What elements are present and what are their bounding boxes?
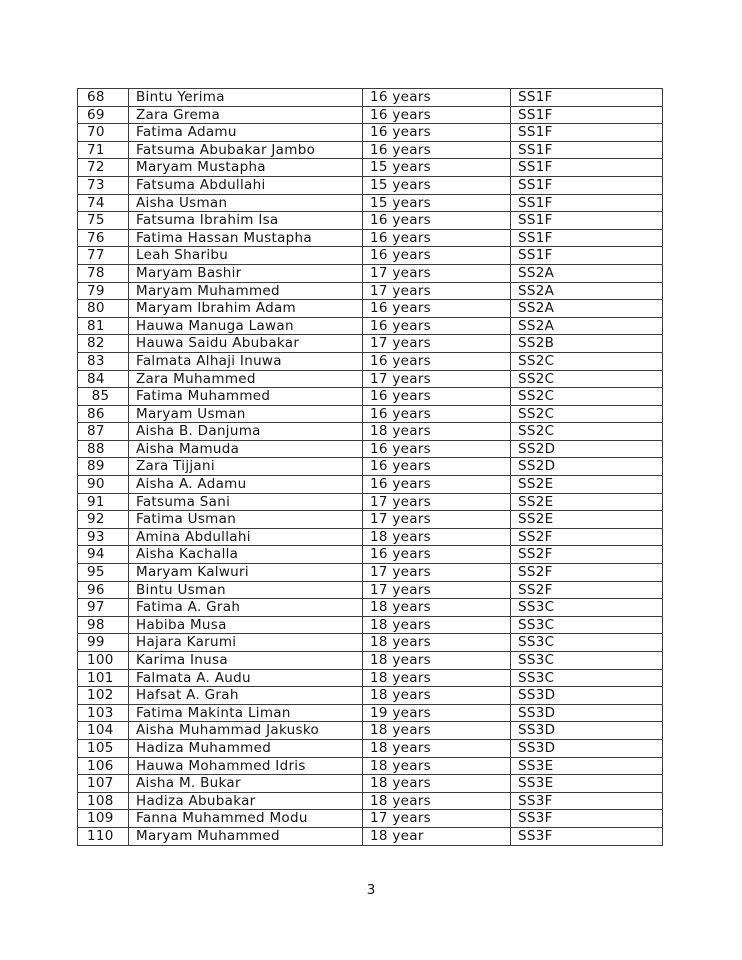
student-name-cell: Fanna Muhammed Modu (129, 810, 363, 828)
serial-number-cell: 79 (78, 282, 129, 300)
table-row (78, 704, 663, 722)
age-cell: 16 years (363, 476, 511, 494)
class-cell: SS2A (511, 317, 663, 335)
age-cell: 16 years (363, 124, 511, 142)
age-cell: 18 years (363, 652, 511, 670)
class-cell: SS2F (511, 581, 663, 599)
table-row (78, 370, 663, 388)
table-row (78, 599, 663, 617)
age-cell: 17 years (363, 810, 511, 828)
serial-number-cell: 74 (78, 194, 129, 212)
student-name-cell: Hajara Karumi (129, 634, 363, 652)
class-cell: SS3C (511, 599, 663, 617)
table-row (78, 687, 663, 705)
class-cell: SS3D (511, 739, 663, 757)
class-cell: SS2D (511, 440, 663, 458)
serial-number-cell: 73 (78, 176, 129, 194)
table-row (78, 194, 663, 212)
student-name-cell: Maryam Ibrahim Adam (129, 300, 363, 318)
student-name-cell: Fatsuma Sani (129, 493, 363, 511)
serial-number-cell: 72 (78, 159, 129, 177)
table-row (78, 739, 663, 757)
class-cell: SS2E (511, 476, 663, 494)
age-cell: 18 years (363, 687, 511, 705)
serial-number-cell: 106 (78, 757, 129, 775)
serial-number-cell: 91 (78, 493, 129, 511)
age-cell: 17 years (363, 581, 511, 599)
serial-number-cell: 102 (78, 687, 129, 705)
age-cell: 18 years (363, 722, 511, 740)
serial-number-cell: 68 (78, 89, 129, 107)
age-cell: 16 years (363, 388, 511, 406)
serial-number-cell: 69 (78, 106, 129, 124)
serial-number-cell: 75 (78, 212, 129, 230)
age-cell: 17 years (363, 564, 511, 582)
class-cell: SS2A (511, 264, 663, 282)
class-cell: SS1F (511, 124, 663, 142)
age-cell: 15 years (363, 159, 511, 177)
age-cell: 16 years (363, 141, 511, 159)
class-cell: SS2E (511, 511, 663, 529)
student-name-cell: Fatima Makinta Liman (129, 704, 363, 722)
class-cell: SS3C (511, 652, 663, 670)
class-cell: SS1F (511, 229, 663, 247)
class-cell: SS2F (511, 564, 663, 582)
table-row (78, 792, 663, 810)
student-name-cell: Maryam Usman (129, 405, 363, 423)
student-name-cell: Leah Sharibu (129, 247, 363, 265)
age-cell: 18 year (363, 827, 511, 845)
student-name-cell: Maryam Bashir (129, 264, 363, 282)
class-cell: SS3F (511, 810, 663, 828)
serial-number-cell: 77 (78, 247, 129, 265)
serial-number-cell: 107 (78, 775, 129, 793)
table-row (78, 476, 663, 494)
age-cell: 17 years (363, 264, 511, 282)
class-cell: SS3C (511, 616, 663, 634)
serial-number-cell: 92 (78, 511, 129, 529)
students-table (77, 88, 663, 846)
class-cell: SS3D (511, 722, 663, 740)
age-cell: 15 years (363, 194, 511, 212)
class-cell: SS2E (511, 493, 663, 511)
serial-number-cell: 78 (78, 264, 129, 282)
table-row (78, 528, 663, 546)
age-cell: 18 years (363, 423, 511, 441)
student-name-cell: Aisha Mamuda (129, 440, 363, 458)
student-name-cell: Hadiza Abubakar (129, 792, 363, 810)
serial-number-cell: 108 (78, 792, 129, 810)
class-cell: SS1F (511, 212, 663, 230)
age-cell: 16 years (363, 89, 511, 107)
student-name-cell: Zara Grema (129, 106, 363, 124)
student-name-cell: Hauwa Manuga Lawan (129, 317, 363, 335)
table-row (78, 247, 663, 265)
student-name-cell: Aisha Muhammad Jakusko (129, 722, 363, 740)
table-row (78, 669, 663, 687)
serial-number-cell: 97 (78, 599, 129, 617)
class-cell: SS2A (511, 300, 663, 318)
class-cell: SS2B (511, 335, 663, 353)
age-cell: 18 years (363, 599, 511, 617)
age-cell: 16 years (363, 405, 511, 423)
student-name-cell: Aisha A. Adamu (129, 476, 363, 494)
serial-number-cell: 82 (78, 335, 129, 353)
serial-number-cell: 103 (78, 704, 129, 722)
page-number: 3 (366, 882, 376, 898)
class-cell: SS1F (511, 159, 663, 177)
age-cell: 18 years (363, 775, 511, 793)
age-cell: 17 years (363, 511, 511, 529)
serial-number-cell: 85 (78, 388, 129, 406)
class-cell: SS3C (511, 669, 663, 687)
serial-number-cell: 90 (78, 476, 129, 494)
table-row (78, 141, 663, 159)
serial-number-cell: 70 (78, 124, 129, 142)
table-row (78, 212, 663, 230)
class-cell: SS2F (511, 528, 663, 546)
age-cell: 17 years (363, 282, 511, 300)
student-name-cell: Amina Abdullahi (129, 528, 363, 546)
serial-number-cell: 99 (78, 634, 129, 652)
serial-number-cell: 71 (78, 141, 129, 159)
serial-number-cell: 86 (78, 405, 129, 423)
class-cell: SS2C (511, 352, 663, 370)
age-cell: 18 years (363, 792, 511, 810)
table-row (78, 352, 663, 370)
table-row (78, 810, 663, 828)
serial-number-cell: 80 (78, 300, 129, 318)
student-name-cell: Aisha B. Danjuma (129, 423, 363, 441)
student-name-cell: Karima Inusa (129, 652, 363, 670)
class-cell: SS3C (511, 634, 663, 652)
student-name-cell: Maryam Mustapha (129, 159, 363, 177)
class-cell: SS2F (511, 546, 663, 564)
table-row (78, 722, 663, 740)
table-row (78, 159, 663, 177)
table-row (78, 616, 663, 634)
class-cell: SS3E (511, 757, 663, 775)
table-row (78, 89, 663, 107)
serial-number-cell: 105 (78, 739, 129, 757)
age-cell: 16 years (363, 317, 511, 335)
class-cell: SS3D (511, 704, 663, 722)
table-row (78, 300, 663, 318)
age-cell: 17 years (363, 493, 511, 511)
class-cell: SS2C (511, 405, 663, 423)
class-cell: SS2A (511, 282, 663, 300)
table-row (78, 229, 663, 247)
age-cell: 17 years (363, 370, 511, 388)
table-row (78, 440, 663, 458)
table-row (78, 317, 663, 335)
student-name-cell: Aisha Usman (129, 194, 363, 212)
table-row (78, 335, 663, 353)
class-cell: SS1F (511, 106, 663, 124)
serial-number-cell: 98 (78, 616, 129, 634)
age-cell: 16 years (363, 247, 511, 265)
table-row (78, 546, 663, 564)
student-name-cell: Fatsuma Abubakar Jambo (129, 141, 363, 159)
table-row (78, 564, 663, 582)
table-row (78, 282, 663, 300)
table-row (78, 511, 663, 529)
student-name-cell: Maryam Muhammed (129, 827, 363, 845)
age-cell: 16 years (363, 352, 511, 370)
class-cell: SS1F (511, 247, 663, 265)
student-name-cell: Bintu Usman (129, 581, 363, 599)
class-cell: SS1F (511, 176, 663, 194)
table-row (78, 264, 663, 282)
table-row (78, 757, 663, 775)
serial-number-cell: 94 (78, 546, 129, 564)
class-cell: SS2C (511, 370, 663, 388)
student-name-cell: Fatsuma Abdullahi (129, 176, 363, 194)
student-name-cell: Hauwa Mohammed Idris (129, 757, 363, 775)
student-name-cell: Falmata Alhaji Inuwa (129, 352, 363, 370)
table-row (78, 581, 663, 599)
table-row (78, 775, 663, 793)
student-name-cell: Fatima Hassan Mustapha (129, 229, 363, 247)
serial-number-cell: 104 (78, 722, 129, 740)
student-name-cell: Fatima A. Grah (129, 599, 363, 617)
student-name-cell: Fatsuma Ibrahim Isa (129, 212, 363, 230)
serial-number-cell: 81 (78, 317, 129, 335)
student-name-cell: Falmata A. Audu (129, 669, 363, 687)
age-cell: 16 years (363, 440, 511, 458)
student-name-cell: Hafsat A. Grah (129, 687, 363, 705)
class-cell: SS3E (511, 775, 663, 793)
age-cell: 16 years (363, 546, 511, 564)
serial-number-cell: 84 (78, 370, 129, 388)
serial-number-cell: 76 (78, 229, 129, 247)
class-cell: SS1F (511, 89, 663, 107)
class-cell: SS3F (511, 792, 663, 810)
student-name-cell: Aisha M. Bukar (129, 775, 363, 793)
serial-number-cell: 83 (78, 352, 129, 370)
age-cell: 18 years (363, 739, 511, 757)
table-row (78, 652, 663, 670)
age-cell: 15 years (363, 176, 511, 194)
serial-number-cell: 88 (78, 440, 129, 458)
student-name-cell: Fatima Adamu (129, 124, 363, 142)
serial-number-cell: 101 (78, 669, 129, 687)
class-cell: SS3D (511, 687, 663, 705)
class-cell: SS1F (511, 141, 663, 159)
student-name-cell: Maryam Kalwuri (129, 564, 363, 582)
class-cell: SS1F (511, 194, 663, 212)
age-cell: 18 years (363, 634, 511, 652)
age-cell: 18 years (363, 757, 511, 775)
student-name-cell: Zara Tijjani (129, 458, 363, 476)
serial-number-cell: 89 (78, 458, 129, 476)
class-cell: SS2C (511, 388, 663, 406)
table-row (78, 458, 663, 476)
class-cell: SS2D (511, 458, 663, 476)
student-name-cell: Aisha Kachalla (129, 546, 363, 564)
table-row (78, 405, 663, 423)
student-name-cell: Fatima Muhammed (129, 388, 363, 406)
student-name-cell: Maryam Muhammed (129, 282, 363, 300)
age-cell: 17 years (363, 335, 511, 353)
student-name-cell: Hadiza Muhammed (129, 739, 363, 757)
table-row (78, 388, 663, 406)
age-cell: 18 years (363, 616, 511, 634)
table-row (78, 493, 663, 511)
table-row (78, 176, 663, 194)
serial-number-cell: 96 (78, 581, 129, 599)
class-cell: SS2C (511, 423, 663, 441)
age-cell: 16 years (363, 458, 511, 476)
serial-number-cell: 95 (78, 564, 129, 582)
age-cell: 18 years (363, 528, 511, 546)
table-row (78, 634, 663, 652)
serial-number-cell: 87 (78, 423, 129, 441)
age-cell: 16 years (363, 300, 511, 318)
table-row (78, 423, 663, 441)
table-row (78, 124, 663, 142)
student-name-cell: Fatima Usman (129, 511, 363, 529)
table-row (78, 827, 663, 845)
student-name-cell: Bintu Yerima (129, 89, 363, 107)
age-cell: 16 years (363, 229, 511, 247)
age-cell: 16 years (363, 106, 511, 124)
class-cell: SS3F (511, 827, 663, 845)
student-name-cell: Habiba Musa (129, 616, 363, 634)
serial-number-cell: 93 (78, 528, 129, 546)
student-name-cell: Hauwa Saidu Abubakar (129, 335, 363, 353)
students-table-body (78, 89, 663, 846)
age-cell: 16 years (363, 212, 511, 230)
age-cell: 19 years (363, 704, 511, 722)
serial-number-cell: 110 (78, 827, 129, 845)
age-cell: 18 years (363, 669, 511, 687)
table-row (78, 106, 663, 124)
student-name-cell: Zara Muhammed (129, 370, 363, 388)
serial-number-cell: 109 (78, 810, 129, 828)
serial-number-cell: 100 (78, 652, 129, 670)
